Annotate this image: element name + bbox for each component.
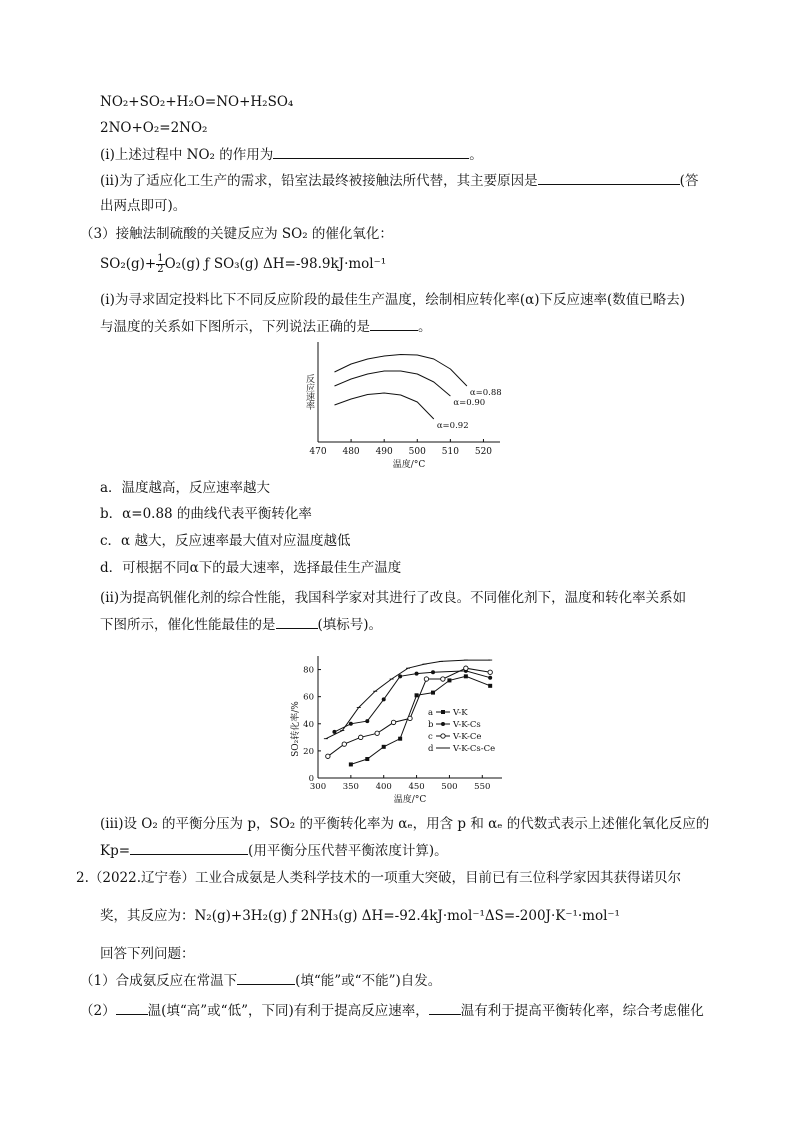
chart2-legend-key: c (428, 732, 433, 742)
chart1-y-label: 反应速率 (304, 374, 314, 410)
question-ii-end: (答 (679, 173, 699, 189)
chart2-marker-square (441, 710, 445, 714)
chart2-marker-open-circle (359, 735, 363, 739)
chart1-series-label: α=0.88 (469, 388, 502, 398)
answer-blank-i[interactable] (273, 144, 469, 159)
chart2-legend-key: d (428, 744, 434, 754)
chart1-x-tick-label: 520 (474, 447, 493, 457)
chart2-marker-open-circle (391, 720, 395, 724)
answer-blank-ii[interactable] (538, 170, 680, 185)
option-c: c．α 越大，反应速率最大值对应温度越低 (100, 533, 351, 549)
chart2-marker-open-circle (441, 677, 445, 681)
chart2-legend-label: V-K (453, 708, 468, 718)
chart2-marker-filled-circle (349, 722, 353, 726)
chart2-marker-open-circle (342, 742, 346, 746)
chart1-series-line (335, 393, 434, 419)
part3-i-line2-text: 与温度的关系如下图所示，下列说法正确的是 (100, 319, 370, 335)
equation-1: NO₂+SO₂+H₂O=NO+H₂SO₄ (100, 94, 294, 110)
question-ii-line (100, 170, 698, 191)
q2-prompt: 回答下列问题： (100, 946, 195, 962)
option-a: a．温度越高，反应速率越大 (100, 480, 271, 496)
chart2-legend-label: V-K-Cs-Ce (453, 744, 496, 754)
q2-reaction: 奖，其反应为：N₂(g)+3H₂(g) ƒ 2NH₃(g) ΔH=-92.4kJ·mol⁻¹ΔS=-200J·K⁻¹·mol⁻¹ (100, 908, 620, 924)
chart2-marker-square (447, 678, 451, 682)
chart1-x-label: 温度/°C (392, 460, 426, 470)
chart2-y-tick-label: 20 (303, 746, 314, 757)
chart2-x-tick-label: 400 (375, 782, 392, 792)
q2-sub1 (80, 970, 441, 991)
chart1-x-tick-label: 470 (309, 447, 327, 457)
chart2-marker-filled-circle (441, 722, 445, 726)
question-i-text: (ⅰ)上述过程中 NO₂ 的作用为 (100, 147, 274, 163)
answer-blank-q2-2a[interactable] (116, 1000, 148, 1015)
answer-blank-3ii[interactable] (276, 614, 318, 629)
fraction-numerator: 1 (157, 253, 164, 264)
part3-i-line2-end: 。 (418, 319, 432, 335)
part3-iii-line2-end: (用平衡分压代替平衡浓度计算)。 (248, 843, 448, 859)
chart1-x-tick-label: 510 (441, 447, 459, 457)
q2-line1: 2.（2022.辽宁卷）工业合成氨是人类科学技术的一项重大突破，目前已有三位科学家因其获得诺贝尔 (76, 870, 682, 886)
option-d: d．可根据不同α下的最大速率，选择最佳生产温度 (100, 560, 402, 576)
chart2-x-tick-label: 350 (342, 782, 359, 792)
chart1-series-line (335, 371, 451, 396)
conversion-temperature-chart (282, 650, 512, 810)
question-i-line (100, 144, 483, 165)
part3-ii-line2-end: (填标号)。 (317, 617, 383, 633)
option-b: b．α=0.88 的曲线代表平衡转化率 (100, 506, 312, 522)
equation-2: 2NO+O₂=2NO₂ (100, 120, 208, 136)
chart2-marker-filled-circle (415, 672, 419, 676)
part3-i-line2 (100, 316, 432, 337)
kp-label: Kp= (100, 843, 131, 859)
chart1-series-line (335, 355, 467, 387)
part3-eq-mid: O₂(g) ƒ SO₃(g) ΔH=-98.9kJ·mol⁻¹ (164, 256, 387, 272)
chart2-y-tick-label: 40 (303, 719, 314, 730)
part3-ii-line2 (100, 614, 382, 635)
q2-sub2-num: （2） (80, 1003, 116, 1019)
question-ii-text: (ⅱ)为了适应化工生产的需求，铅室法最终被接触法所代替，其主要原因是 (100, 173, 538, 189)
part3-i-line1: (ⅰ)为寻求固定投料比下不同反应阶段的最佳生产温度，绘制相应转化率(α)下反应速率(数值已略去) (100, 292, 686, 308)
part3-eq-left: SO₂(g)+ (100, 256, 157, 272)
chart2-x-label: 温度/°C (393, 795, 427, 805)
chart2-y-tick-label: 80 (303, 665, 314, 676)
chart2-marker-square (365, 757, 369, 761)
part3-iii-line1: (ⅲ)设 O₂ 的平衡分压为 p，SO₂ 的平衡转化率为 αₑ，用含 p 和 αₑ 的代数式表示上述催化氧化反应的 (100, 816, 710, 832)
chart1-series-label: α=0.90 (453, 398, 486, 408)
q2-sub2 (80, 1000, 704, 1021)
chart2-marker-open-circle (441, 734, 445, 738)
chart2-legend-key: b (428, 720, 434, 730)
chart2-marker-square (398, 737, 402, 741)
answer-blank-3i[interactable] (370, 316, 418, 331)
chart1-x-tick-label: 490 (375, 447, 393, 457)
chart2-marker-square (431, 691, 435, 695)
chart2-x-tick-label: 550 (474, 782, 491, 792)
chart2-marker-open-circle (464, 666, 468, 670)
chart2-marker-square (488, 684, 492, 688)
chart2-marker-open-circle (488, 670, 492, 674)
chart2-marker-square (349, 762, 353, 766)
question-i-end: 。 (469, 147, 483, 163)
chart2-marker-filled-circle (431, 670, 435, 674)
part3-heading: （3）接触法制硫酸的关键反应为 SO₂ 的催化氧化： (80, 226, 393, 242)
rate-temperature-chart (300, 336, 510, 472)
chart2-marker-filled-circle (488, 676, 492, 680)
chart1-series-label: α=0.92 (436, 421, 469, 431)
q2-sub1-text: （1）合成氨反应在常温下 (80, 973, 238, 989)
chart2-legend-key: a (428, 708, 434, 718)
chart2-marker-filled-circle (398, 674, 402, 678)
chart2-marker-square (415, 693, 419, 697)
chart2-legend-label: V-K-Cs (453, 720, 481, 730)
part3-iii-line2 (100, 840, 448, 861)
chart2-y-tick-label: 60 (303, 692, 314, 703)
q2-sub2-text: 温(填“高”或“低”，下同)有利于提高反应速率， (147, 1003, 429, 1019)
fraction-one-half (156, 254, 164, 275)
part3-ii-line1: (ⅱ)为提高钒催化剂的综合性能，我国科学家对其进行了改良。不同催化剂下，温度和转化率关系如 (100, 590, 687, 606)
answer-blank-q2-1[interactable] (237, 970, 295, 985)
answer-blank-kp[interactable] (130, 840, 248, 855)
chart1-x-tick-label: 480 (342, 447, 360, 457)
chart2-x-tick-label: 450 (408, 782, 425, 792)
part3-equation (100, 254, 386, 275)
chart2-marker-square (464, 674, 468, 678)
q2-sub1-end: (填“能”或“不能”)自发。 (295, 973, 442, 989)
chart2-legend-label: V-K-Ce (453, 732, 482, 742)
chart2-y-label: SO₂转化率/% (291, 701, 301, 757)
chart2-marker-filled-circle (365, 719, 369, 723)
q2-sub2-end: 温有利于提高平衡转化率，综合考虑催化 (460, 1003, 704, 1019)
fraction-denominator: 2 (157, 264, 164, 275)
chart2-x-tick-label: 500 (441, 782, 458, 792)
chart2-x-tick-label: 300 (309, 782, 327, 792)
chart2-marker-square (382, 745, 386, 749)
chart1-x-tick-label: 500 (408, 447, 426, 457)
chart2-y-tick-label: 0 (308, 774, 314, 784)
chart2-marker-open-circle (375, 731, 379, 735)
answer-blank-q2-2b[interactable] (429, 1000, 461, 1015)
question-ii-continuation: 出两点即可)。 (100, 198, 187, 214)
chart2-marker-open-circle (326, 754, 330, 758)
chart2-marker-open-circle (408, 716, 412, 720)
part3-ii-line2-text: 下图所示，催化性能最佳的是 (100, 617, 276, 633)
chart2-marker-filled-circle (382, 697, 386, 701)
chart2-marker-open-circle (424, 677, 428, 681)
